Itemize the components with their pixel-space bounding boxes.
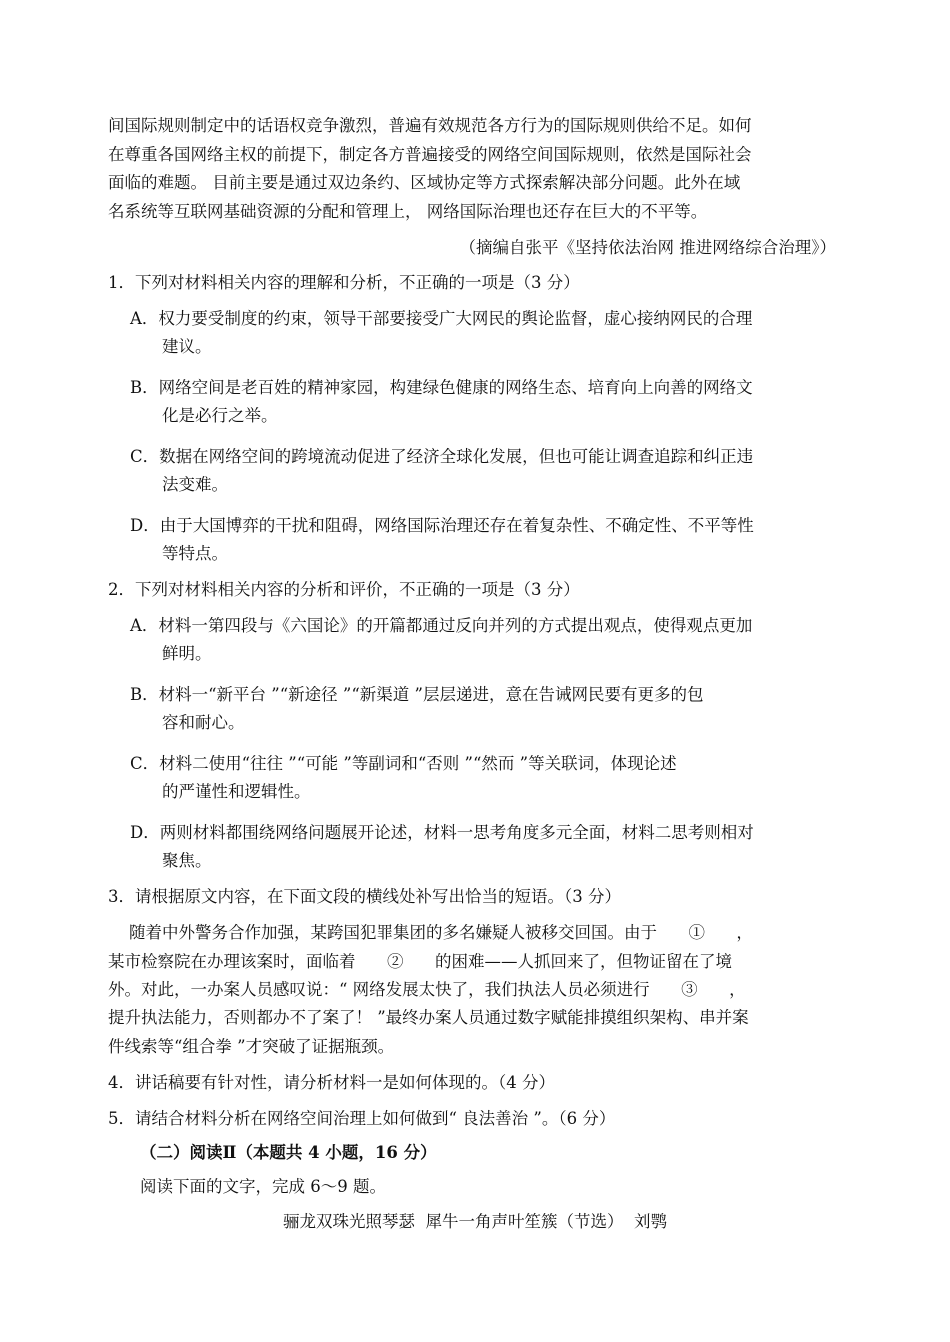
q2-option-b: B．材料一“新平台 ”“新途径 ”“新渠道 ”层层递进，意在告诫网民要有更多的包: [130, 685, 704, 704]
q1-option-d-cont: 等特点。: [162, 544, 228, 563]
q3-passage-line-4: 提升执法能力，否则都办不了案了！ ”最终办案人员通过数字赋能排摸组织架构、串并案: [108, 1008, 749, 1027]
q3-passage-line-5: 件线索等“组合拳 ”才突破了证据瓶颈。: [108, 1037, 395, 1056]
q3-passage-line-3: 外。对此，一办案人员感叹说：“ 网络发展太快了，我们执法人员必须进行 ③ ，: [108, 980, 746, 999]
q1-option-b-cont: 化是必行之举。: [162, 406, 278, 425]
q1-option-c: C．数据在网络空间的跨境流动促进了经济全球化发展，但也可能让调查追踪和纠正违: [130, 447, 754, 466]
intro-line-1: 间国际规则制定中的话语权竞争激烈，普遍有效规范各方行为的国际规则供给不足。如何: [108, 116, 752, 135]
question-3-stem: 3．请根据原文内容，在下面文段的横线处补写出恰当的短语。（3 分）: [108, 887, 621, 906]
q2-option-c-cont: 的严谨性和逻辑性。: [162, 782, 311, 801]
q1-option-d: D．由于大国博弈的干扰和阻碍，网络国际治理还存在着复杂性、不确定性、不平等性: [130, 516, 754, 535]
q2-option-a-cont: 鲜明。: [162, 644, 212, 663]
q2-option-b-cont: 容和耐心。: [162, 713, 245, 732]
reading-title: 骊龙双珠光照琴瑟 犀牛一角声叶笙簇（节选） 刘鹗: [283, 1212, 667, 1231]
q1-option-a: A．权力要受制度的约束，领导干部要接受广大网民的舆论监督，虚心接纳网民的合理: [130, 309, 753, 328]
question-2-stem: 2．下列对材料相关内容的分析和评价，不正确的一项是（3 分）: [108, 580, 580, 599]
q3-passage-line-2: 某市检察院在办理该案时，面临着 ② 的困难——人抓回来了，但物证留在了境: [108, 952, 732, 971]
q1-option-c-cont: 法变难。: [162, 475, 228, 494]
source-citation: （摘编自张平《坚持依法治网 推进网络综合治理》）: [459, 238, 836, 257]
q3-passage-line-1: 随着中外警务合作加强，某跨国犯罪集团的多名嫌疑人被移交回国。由于 ① ，: [108, 923, 753, 942]
intro-line-2: 在尊重各国网络主权的前提下，制定各方普遍接受的网络空间国际规则，依然是国际社会: [108, 145, 752, 164]
q2-option-d-cont: 聚焦。: [162, 851, 212, 870]
intro-line-4: 名系统等互联网基础资源的分配和管理上， 网络国际治理也还存在巨大的不平等。: [108, 202, 708, 221]
q2-option-d: D．两则材料都围绕网络问题展开论述，材料一思考角度多元全面，材料二思考则相对: [130, 823, 754, 842]
q2-option-a: A．材料一第四段与《六国论》的开篇都通过反向并列的方式提出观点，使得观点更加: [130, 616, 753, 635]
question-4-stem: 4．讲话稿要有针对性，请分析材料一是如何体现的。（4 分）: [108, 1073, 555, 1092]
q1-option-b: B．网络空间是老百姓的精神家园，构建绿色健康的网络生态、培育向上向善的网络文: [130, 378, 753, 397]
intro-line-3: 面临的难题。 目前主要是通过双边条约、区域协定等方式探索解决部分问题。此外在域: [108, 173, 741, 192]
question-1-stem: 1．下列对材料相关内容的理解和分析，不正确的一项是（3 分）: [108, 273, 580, 292]
question-5-stem: 5．请结合材料分析在网络空间治理上如何做到“ 良法善治 ”。（6 分）: [108, 1109, 616, 1128]
section-2-heading: （二）阅读Ⅱ（本题共 4 小题，16 分）: [140, 1143, 437, 1162]
section-2-instruction: 阅读下面的文字，完成 6～9 题。: [140, 1177, 386, 1196]
q1-option-a-cont: 建议。: [162, 337, 212, 356]
q2-option-c: C．材料二使用“往往 ”“可能 ”等副词和“否则 ”“然而 ”等关联词，体现论述: [130, 754, 677, 773]
